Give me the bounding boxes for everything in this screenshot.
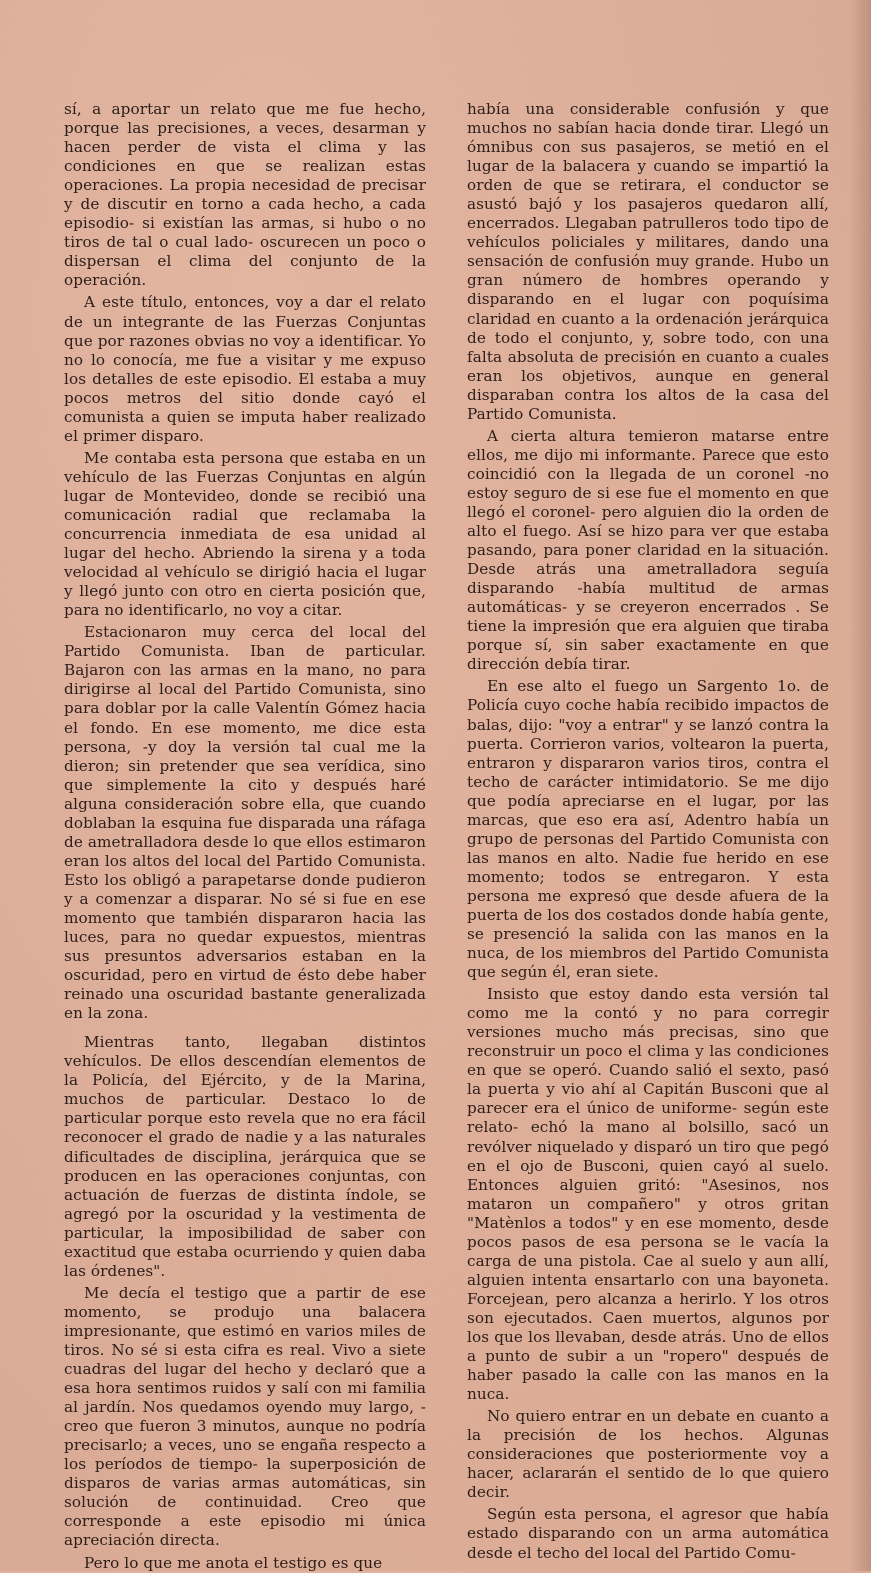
paragraph: Mientras tanto, llegaban distintos vehículos. De ellos descendían elementos de la Policía, del Ejército, y de la Marina, muchos de particular. Destaco lo de particular porque esto revela que no era fácil reconocer el grado de nadie y a las naturales dificultades de disciplina, jerárquica que se producen en las operaciones conjuntas, con actuación de fuerzas de distinta índole, se agregó por la oscuridad y la vestimenta de particular, la imposibilidad de saber con exactitud que estaba ocurriendo y quien daba las órdenes". — [64, 1033, 426, 1280]
paragraph: Pero lo que me anota el testigo es que — [84, 1553, 383, 1572]
paragraph: En ese alto el fuego un Sargento 1o. de Policía cuyo coche había recibido impactos de balas, dijo: "voy a entrar" y se lanzó contra la puerta. Corrieron varios, voltearon la puerta, entraron y dispararon varios tiros, contra el techo de carácter intimidatorio. Se me dijo que podía apreciarse en el lugar, por las marcas, que eso era así, Adentro había un grupo de personas del Partido Comunista con las manos en alto. Nadie fue herido en ese momento; todos se entregaron. Y esta persona me expresó que desde afuera de la puerta de los dos costados donde había gente, se presenció la salida con las manos en la nuca, de los miembros del Partido Comunista que según él, eran siete. — [467, 677, 829, 982]
paragraph: Me contaba esta persona que estaba en un vehículo de las Fuerzas Conjuntas en algún lugar de Montevideo, donde se recibió una comunicación radial que reclamaba la concurrencia inmediata de esa unidad al lugar del hecho. Abriendo la sirena y a toda velocidad al vehículo se dirigió hacia el lugar y llegó junto con otro en cierta posición que, para no identificarlo, no voy a citar. — [64, 448, 426, 620]
paragraph: A cierta altura temieron matarse entre ellos, me dijo mi informante. Parece que esto coincidió con la llegada de un coronel -no estoy seguro de si ese fue el momento en que llegó el coronel- pero alguien dio la orden de alto el fuego. Así se hizo para ver que estaba pasando, para poner claridad en la situación. Desde atrás una ametralladora seguía disparando -había multitud de armas automáticas- y se creyeron encerrados . Se tiene la impresión que era alguien que tiraba porque sí, sin saber exactamente en que dirección debía tirar. — [467, 426, 829, 674]
left-text-column — [64, 100, 426, 1573]
right-text-column — [467, 100, 829, 1563]
paragraph: Estacionaron muy cerca del local del Partido Comunista. Iban de particular. Bajaron con las armas en la mano, no para dirigirse al local del Partido Comunista, sino para doblar por la calle Valentín Gómez hacia el fondo. En ese momento, me dice esta persona, -y doy la versión tal cual me la dieron; sin pretender que sea verídica, sino que simplemente la cito y después haré alguna consideración sobre ella, que cuando doblaban la esquina fue disparada una ráfaga de ametralladora desde lo que ellos estimaron eran los altos del local del Partido Comunista. Esto los obligó a parapetarse donde pudieron y a comenzar a disparar. No sé si fue en ese momento que también dispararon hacia las luces, para no quedar expuestos, mientras sus presuntos adversarios estaban en la oscuridad, pero en virtud de ésto debe haber reinado una oscuridad bastante generalizada en la zona. — [64, 623, 426, 1023]
paragraph: había una considerable confusión y que muchos no sabían hacia donde tirar. Llegó un ómnibus con sus pasajeros, se metió en el lugar de la balacera y cuando se impartió la orden de que se retirara, el conductor se asustó bajó y los pasajeros quedaron allí, encerrados. Llegaban patrulleros todo tipo de vehículos policiales y militares, dando una sensación de confusión muy grande. Hubo un gran número de hombres operando y disparando en el lugar con poquísima claridad en cuanto a la ordenación jerárquica de todo el conjunto, y, sobre todo, con una falta absoluta de precisión en cuanto a cuales eran los objetivos, aunque en general disparaban contra los altos de la casa del Partido Comunista. — [467, 100, 829, 423]
paragraph: Me decía el testigo que a partir de ese momento, se produjo una balacera impresionante, que estimó en varios miles de tiros. No sé si esta cifra es real. Vivo a siete cuadras del lugar del hecho y declaró que a esa hora sentimos ruidos y salí con mi familia al jardín. Nos quedamos oyendo muy largo, -creo que fueron 3 minutos, aunque no podría precisarlo; a veces, uno se engaña respecto a los períodos de tiempo- la superposición de disparos de varias armas automáticas, sin solución de continuidad. Creo que corresponde a este episodio mi única apreciación directa. — [64, 1283, 426, 1550]
paragraph: Según esta persona, el agresor que había estado disparando con un arma automática desde el techo del local del Partido Comu- — [467, 1505, 829, 1562]
paragraph: Insisto que estoy dando esta versión tal como me la contó y no para corregir versiones mucho más precisas, sino que reconstruir un poco el clima y las condiciones en que se operó. Cuando salió el sexto, pasó la puerta y vio ahí al Capitán Busconi que al parecer era el único de uniforme- según este relato- echó la mano al bolsillo, sacó un revólver niquelado y disparó un tiro que pegó en el ojo de Busconi, quien cayó al suelo. Entonces alguien gritó: "Asesinos, nos mataron un compañero" y otros gritan "Matènlos a todos" y en ese momento, desde pocos pasos de esa persona se le vacía la carga de una pistola. Cae al suelo y aun allí, alguien intenta ensartarlo con una bayoneta. Forcejean, pero alcanza a herirlo. Y los otros son ejecutados. Caen muertos, algunos por los que los llevaban, desde atrás. Uno de ellos a punto de subir a un "ropero" después de haber pasado la calle con las manos en la nuca. — [467, 985, 829, 1404]
page-edge-shadow — [849, 0, 871, 1571]
paragraph: A este título, entonces, voy a dar el relato de un integrante de las Fuerzas Conjuntas que por razones obvias no voy a identificar. Yo no lo conocía, me fue a visitar y me expuso los detalles de este episodio. El estaba a muy pocos metros del sitio donde cayó el comunista a quien se imputa haber realizado el primer disparo. — [64, 293, 427, 445]
paragraph: No quiero entrar en un debate en cuanto a la precisión de los hechos. Algunas consideraciones que posteriormente voy a hacer, aclararán el sentido de lo que quiero decir. — [467, 1407, 829, 1502]
paragraph: sí, a aportar un relato que me fue hecho, porque las precisiones, a veces, desarman y hacen perder de vista el clima y las condiciones en que se realizan estas operaciones. La propia necesidad de precisar y de discutir en torno a cada hecho, a cada episodio- si existían las armas, si hubo o no tiros de tal o cual lado- oscurecen un poco o dispersan el clima del conjunto de la operación. — [64, 100, 426, 290]
